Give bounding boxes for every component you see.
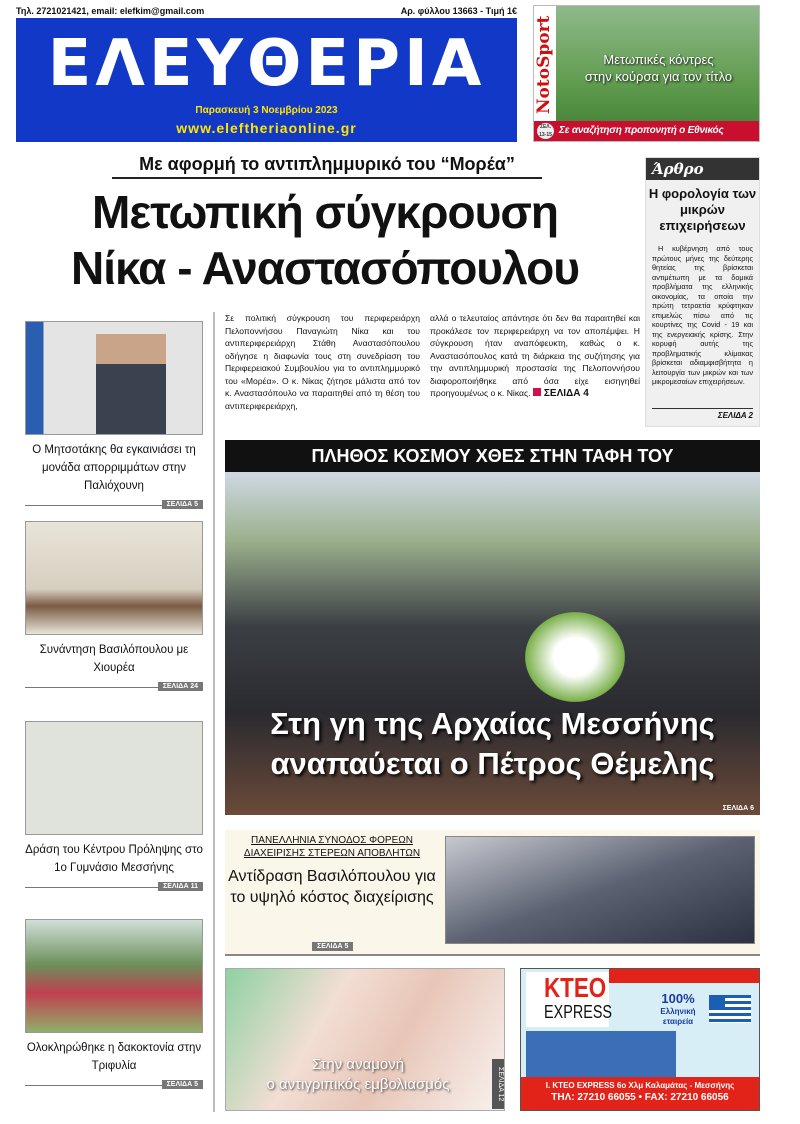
lead-body-col2	[430, 312, 640, 401]
funeral-caption-line: Στη γη της Αρχαίας Μεσσήνης	[270, 706, 715, 741]
ad-footer	[521, 1077, 759, 1110]
sidebar-photo	[25, 721, 203, 835]
sidebar-photo	[25, 521, 203, 635]
funeral-caption	[225, 704, 760, 784]
sport-teaser[interactable]	[533, 5, 760, 142]
synodos-title: Αντίδραση Βασιλόπουλου για το υψηλό κόστος διαχείρισης	[228, 868, 436, 906]
vaccine-story[interactable]	[225, 968, 505, 1111]
funeral-photo[interactable]	[225, 472, 760, 815]
lead-headline-line: Νίκα - Αναστασόπουλου	[71, 242, 579, 294]
vaccine-caption-line: Στην αναμονή	[311, 1056, 405, 1073]
sidebar-page-tag: ΣΕΛΙΔΑ 24	[158, 682, 203, 691]
opinion-text: Η κυβέρνηση από τους πρώτους μήνες της δεύτερης θητείας της βρίσκεται αντιμέτωπη με τα δομικά προβλήματα της ελληνικής οικονομίας, τα οποία την πρώτη τετραετία κρύφτηκαν επιμελώς πίσω από τις κουρτίνες της Covid - 19 και της ενεργειακής κρίσης. Στην κορυφή αυτής της προβληματικής κλίμακας βρίσκεται αδιαμφισβήτητα η λειτουργία των μικρών και των μικρομεσαίων επιχειρήσεων.	[652, 244, 753, 386]
sport-subheadline: Σε αναζήτηση προπονητή ο Εθνικός	[534, 121, 759, 141]
sidebar-page-tag: ΣΕΛΙΔΑ 5	[162, 1080, 203, 1089]
issue-date: Παρασκευή 3 Νοεμβρίου 2023	[195, 105, 338, 116]
sidebar-item[interactable]	[25, 521, 203, 688]
divider	[25, 501, 203, 508]
vaccine-caption-line: ο αντιγριπικός εμβολιασμός	[266, 1076, 450, 1093]
ad-building-photo	[526, 1031, 676, 1079]
column-divider	[213, 312, 215, 1112]
sidebar-page-tag: ΣΕΛΙΔΑ 5	[162, 500, 203, 509]
funeral-banner: ΠΛΗΘΟΣ ΚΟΣΜΟΥ ΧΘΕΣ ΣΤΗΝ ΤΑΦΗ ΤΟΥ	[225, 440, 760, 472]
opinion-page: ΣΕΛΙΔΑ 2	[652, 408, 753, 420]
sidebar-caption: Δράση του Κέντρου Πρόληψης στο 1ο Γυμνάσιο Μεσσήνης	[25, 844, 203, 874]
square-bullet-icon	[533, 388, 541, 396]
masthead	[16, 18, 517, 142]
contact-info: Τηλ. 2721021421, email: elefkim@gmail.com	[16, 6, 205, 16]
kteo-logo-text: KTEO	[544, 972, 607, 1003]
issue-info: Αρ. φύλλου 13663 - Τιμή 1€	[400, 6, 517, 16]
lead-body-text: αλλά ο τελευταίος απάντησε ότι δεν θα παραιτηθεί και προκάλεσε τον περιφερειάρχη να τον αποπέμψει. Η σύγκρουση ήταν αναπόφευκτη, καθώς ο κ. Αναστασόπουλος κατά τη διάρκεια της συζήτησης για την αντιπλημμυρική προστασία της Πελοποννήσου διαφοροποιήθηκε από όσα είχε εισηγηθεί προηγουμένως ο κ. Νίκας.	[430, 313, 640, 398]
sidebar-photo	[25, 919, 203, 1033]
opinion-label: Άρθρο	[646, 158, 759, 180]
sidebar-caption: Συνάντηση Βασιλόπουλου με Χιουρέα	[39, 644, 189, 674]
synodos-story[interactable]	[225, 830, 760, 956]
sport-headline	[558, 51, 759, 85]
divider	[225, 954, 760, 956]
funeral-caption-line: αναπαύεται ο Πέτρος Θέμελης	[270, 746, 715, 781]
kteo-logo	[526, 972, 613, 1027]
opinion-title: Η φορολογία των μικρών επιχειρήσεων	[648, 186, 757, 233]
divider	[25, 883, 203, 890]
ad-address: I. KTEO EXPRESS 6o Χλμ Καλαμάτας - Μεσσήνης	[545, 1081, 735, 1090]
sidebar-item[interactable]	[25, 721, 203, 888]
ad-greek-company: Ελληνική εταιρεία	[660, 1007, 696, 1026]
opinion-article[interactable]	[645, 157, 760, 427]
flower-wreath	[525, 612, 625, 702]
kteo-logo-subtext: EXPRESS	[544, 1002, 613, 1022]
ad-phones: ΤΗΛ: 27210 66055 • FAX: 27210 66056	[551, 1092, 729, 1103]
lead-body-col1: Σε πολιτική σύγκρουση του περιφερειάρχη Πελοποννήσου Παναγιώτη Νίκα και του αντιπεριφερειάρχη Στάθη Αναστασόπουλου οδήγησε η διαφωνία τους στη συνεδρίαση του Περιφερειακού Συμβουλίου για το αντιπλημμυρικό του «Μορέα». Ο κ. Νίκας ζήτησε μάλιστα από τον κ. Αναστασόπουλο να παραιτηθεί από τη θέση του αντιπεριφερειάρχη,	[225, 313, 420, 411]
lead-headline[interactable]	[20, 184, 630, 296]
synodos-photo	[445, 836, 755, 944]
sidebar-caption: Ο Μητσοτάκης θα εγκαινιάσει τη μονάδα απορριμμάτων στην Παλιόχουνη	[32, 444, 196, 492]
website-link[interactable]: www.eleftheriaonline.gr	[176, 120, 357, 136]
synodos-kicker: ΠΑΝΕΛΛΗΝΙΑ ΣΥΝΟΔΟΣ ΦΟΡΕΩΝ ΔΙΑΧΕΙΡΙΣΗΣ ΣΤΕΡΕΩΝ ΑΠΟΒΛΗΤΩΝ	[243, 835, 421, 859]
sidebar-caption: Ολοκληρώθηκε η δακοκτονία στην Τριφυλία	[26, 1042, 202, 1072]
divider	[25, 1081, 203, 1088]
lead-page[interactable]	[533, 388, 589, 399]
vaccine-page: ΣΕΛΙΔΑ 12	[492, 1059, 504, 1109]
sport-headline-line: Μετωπικές κόντρες	[603, 52, 714, 67]
vaccine-caption	[226, 1055, 490, 1095]
ad-red-band	[609, 969, 759, 983]
kteo-advertisement[interactable]	[520, 968, 760, 1111]
funeral-page: ΣΕΛΙΔΑ 6	[722, 805, 754, 812]
sidebar-item[interactable]	[25, 919, 203, 1086]
synodos-page-tag: ΣΕΛΙΔΑ 5	[312, 942, 353, 951]
lead-headline-line: Μετωπική σύγκρουση	[92, 186, 558, 238]
divider	[25, 683, 203, 690]
ad-percent: 100%	[661, 991, 695, 1006]
sport-page: ΣΕΛ. 13-15	[537, 123, 554, 139]
sidebar-page-tag: ΣΕΛΙΔΑ 11	[158, 882, 203, 891]
sidebar-item[interactable]	[25, 321, 203, 506]
greek-flag-icon	[709, 995, 751, 1023]
sidebar-photo	[25, 321, 203, 435]
sport-brand: NotoSport	[534, 6, 556, 123]
sport-headline-line: στην κούρσα για τον τίτλο	[584, 69, 733, 84]
lead-kicker: Με αφορμή το αντιπλημμυρικό του “Μορέα”	[112, 154, 542, 179]
newspaper-logo: ΕΛΕΥΘΕΡΙΑ	[47, 27, 486, 101]
lead-page-label: ΣΕΛΙΔΑ 4	[543, 388, 589, 399]
